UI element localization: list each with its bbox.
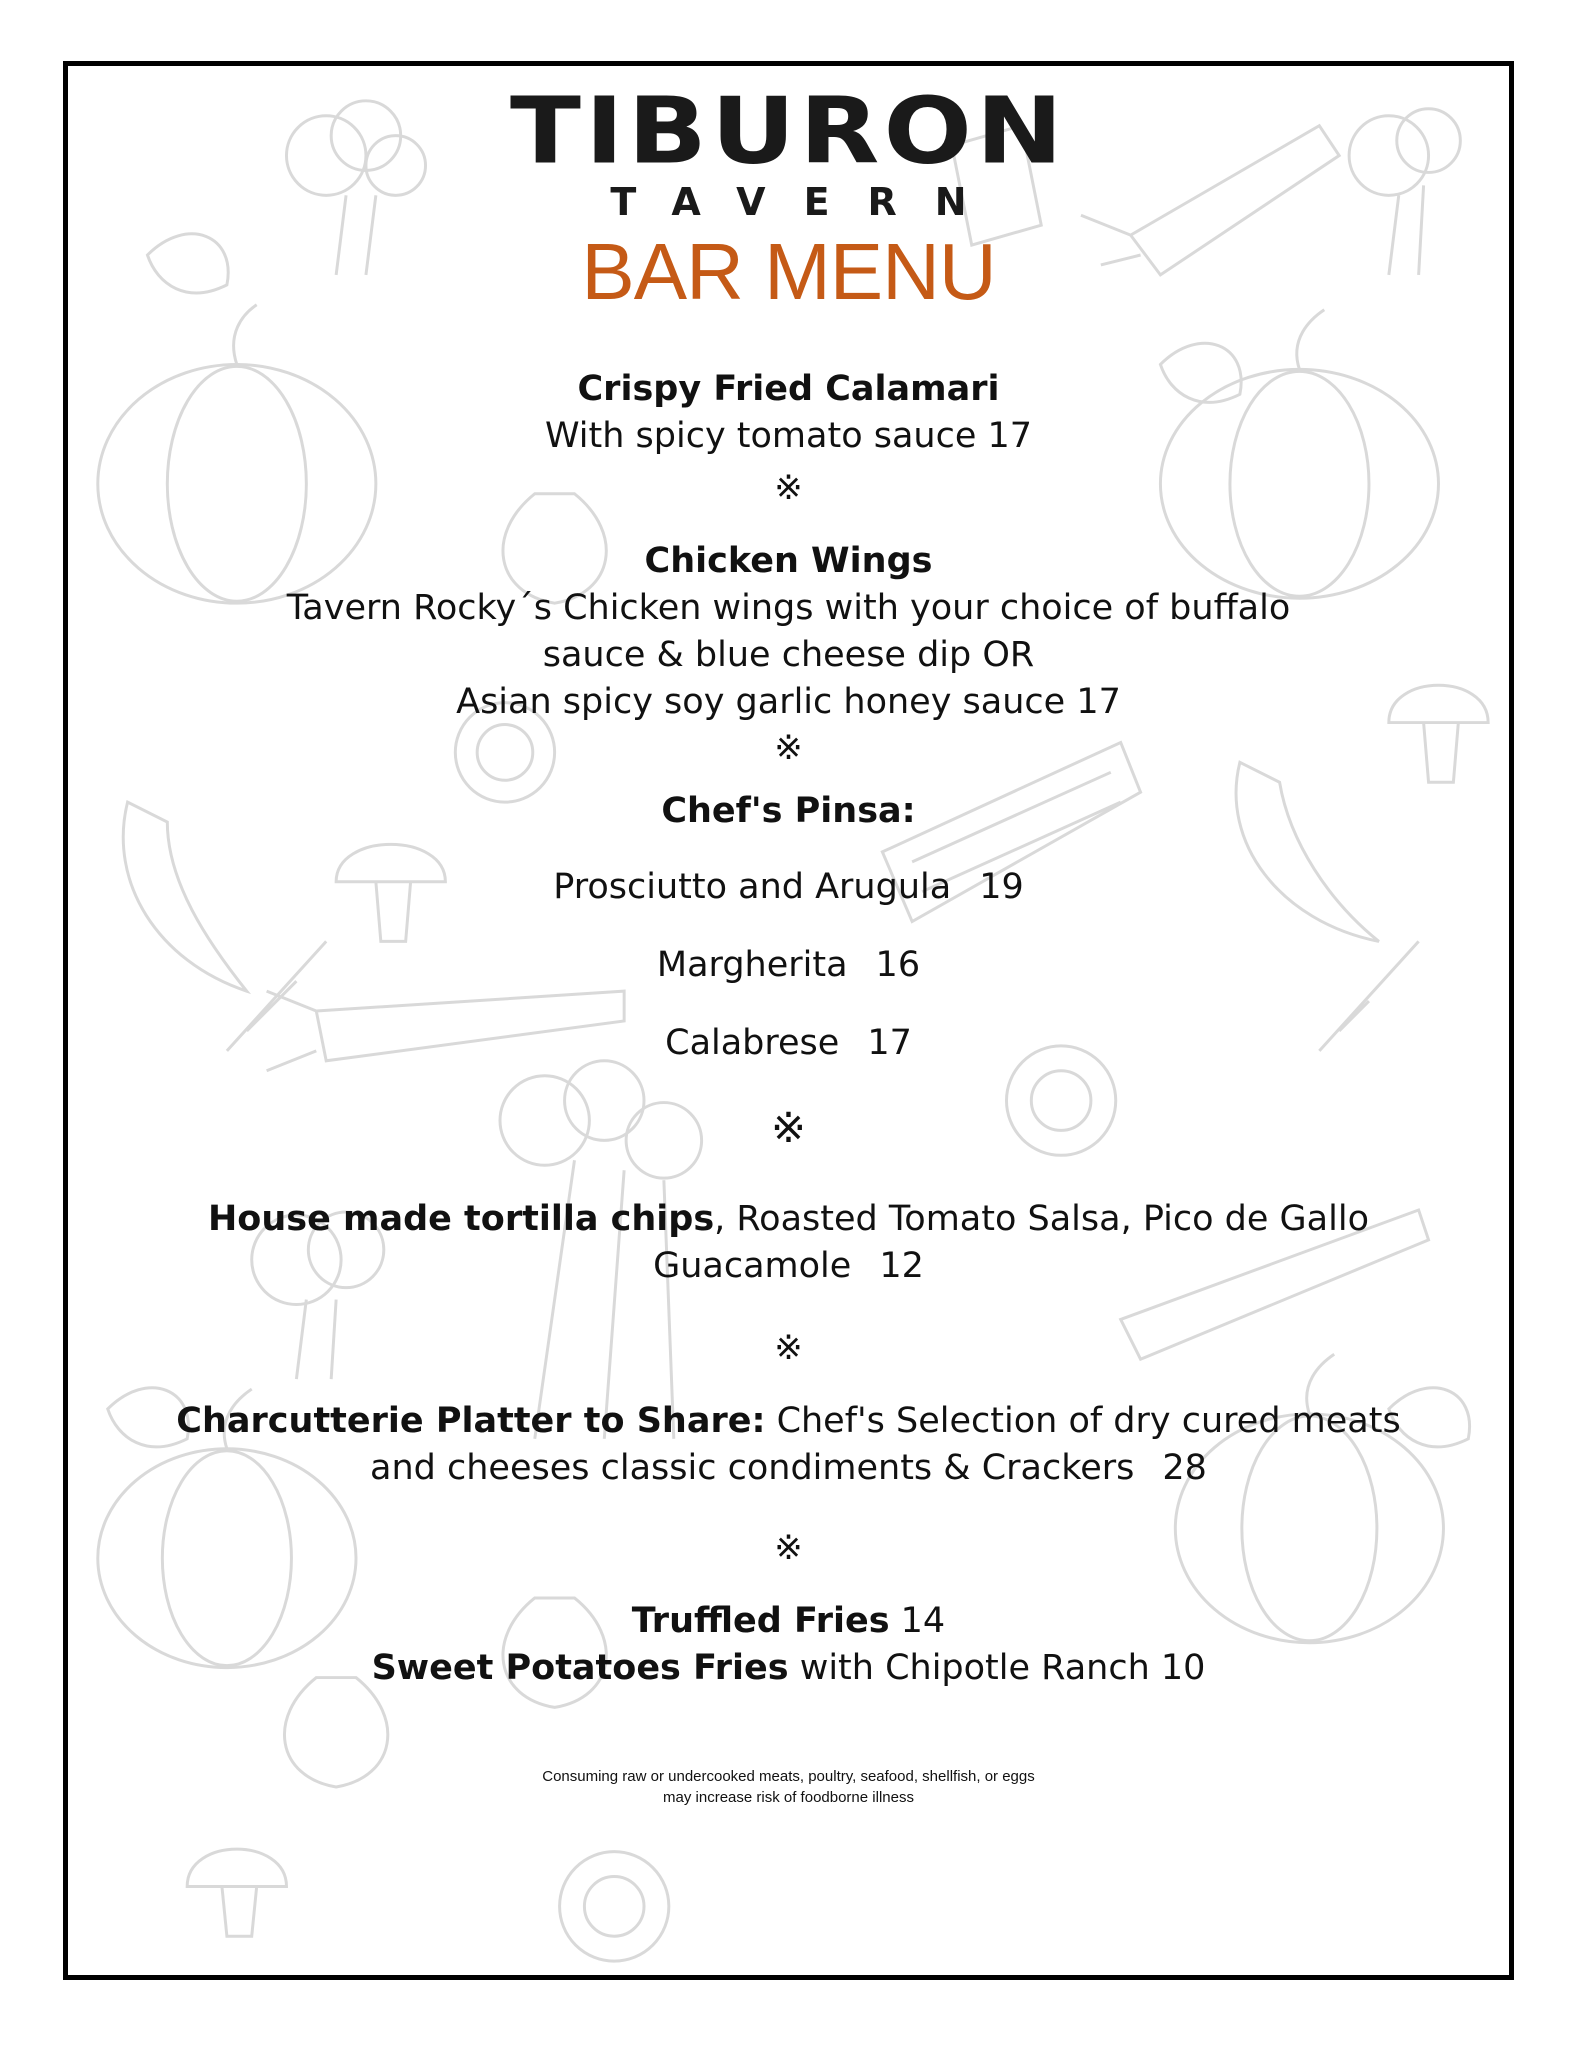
menu-item-charcuterie <box>68 1398 1509 1492</box>
item-name: Sweet Potatoes Fries <box>371 1648 789 1688</box>
item-description: , Roasted Tomato Salsa, Pico de Gallo <box>714 1199 1369 1239</box>
separator-icon: ※ <box>770 1103 807 1152</box>
option-price: 16 <box>875 945 921 985</box>
disclaimer-line: Consuming raw or undercooked meats, poultry, seafood, shellfish, or eggs <box>542 1768 1035 1785</box>
option-price: 19 <box>979 867 1024 907</box>
option-name: Margherita <box>656 945 848 985</box>
option-name: Prosciutto and Arugula <box>553 867 952 907</box>
item-description: and cheeses classic condiments & Crackers <box>370 1448 1135 1488</box>
item-name: Crispy Fried Calamari <box>577 369 1000 409</box>
menu-item-tortilla-chips <box>68 1196 1509 1290</box>
item-description: With spicy tomato sauce 17 <box>544 416 1033 456</box>
item-description: with Chipotle Ranch 10 <box>788 1648 1206 1688</box>
disclaimer-line: may increase risk of foodborne illness <box>663 1789 914 1806</box>
item-description: Chef's Selection of dry cured meats <box>765 1401 1401 1441</box>
separator-icon: ※ <box>774 468 803 508</box>
item-description: sauce & blue cheese dip OR <box>542 635 1035 675</box>
item-name: House made tortilla chips <box>207 1199 715 1239</box>
item-price: 28 <box>1162 1448 1207 1488</box>
item-description: Guacamole <box>653 1246 852 1286</box>
item-price: 14 <box>889 1601 946 1641</box>
menu-frame <box>63 61 1514 1980</box>
item-description: Tavern Rocky´s Chicken wings with your choice of buffalo <box>286 588 1291 628</box>
separator-icon: ※ <box>774 1528 803 1568</box>
health-disclaimer <box>68 1766 1509 1808</box>
item-description: Asian spicy soy garlic honey sauce 17 <box>456 682 1121 722</box>
item-name: Chicken Wings <box>644 541 933 581</box>
option-price: 17 <box>867 1023 912 1063</box>
menu-item-fries <box>68 1598 1509 1692</box>
item-name: Charcutterie Platter to Share: <box>176 1401 766 1441</box>
menu-item-calamari <box>68 366 1509 460</box>
brand-subtitle: TAVERN <box>610 180 1005 224</box>
separator-icon: ※ <box>774 728 803 768</box>
item-price: 12 <box>879 1246 924 1286</box>
pinsa-option <box>68 864 1509 911</box>
pinsa-heading: Chef's Pinsa: <box>661 791 916 831</box>
menu-title: BAR MENU <box>581 227 996 316</box>
separator-icon: ※ <box>774 1328 803 1368</box>
option-name: Calabrese <box>665 1023 840 1063</box>
item-name: Truffled Fries <box>631 1601 890 1641</box>
menu-content <box>68 66 1509 1975</box>
pinsa-option <box>68 1020 1509 1067</box>
menu-item-chicken-wings <box>68 538 1509 726</box>
brand-logo: TIBURON <box>510 77 1067 185</box>
pinsa-option <box>68 942 1509 989</box>
